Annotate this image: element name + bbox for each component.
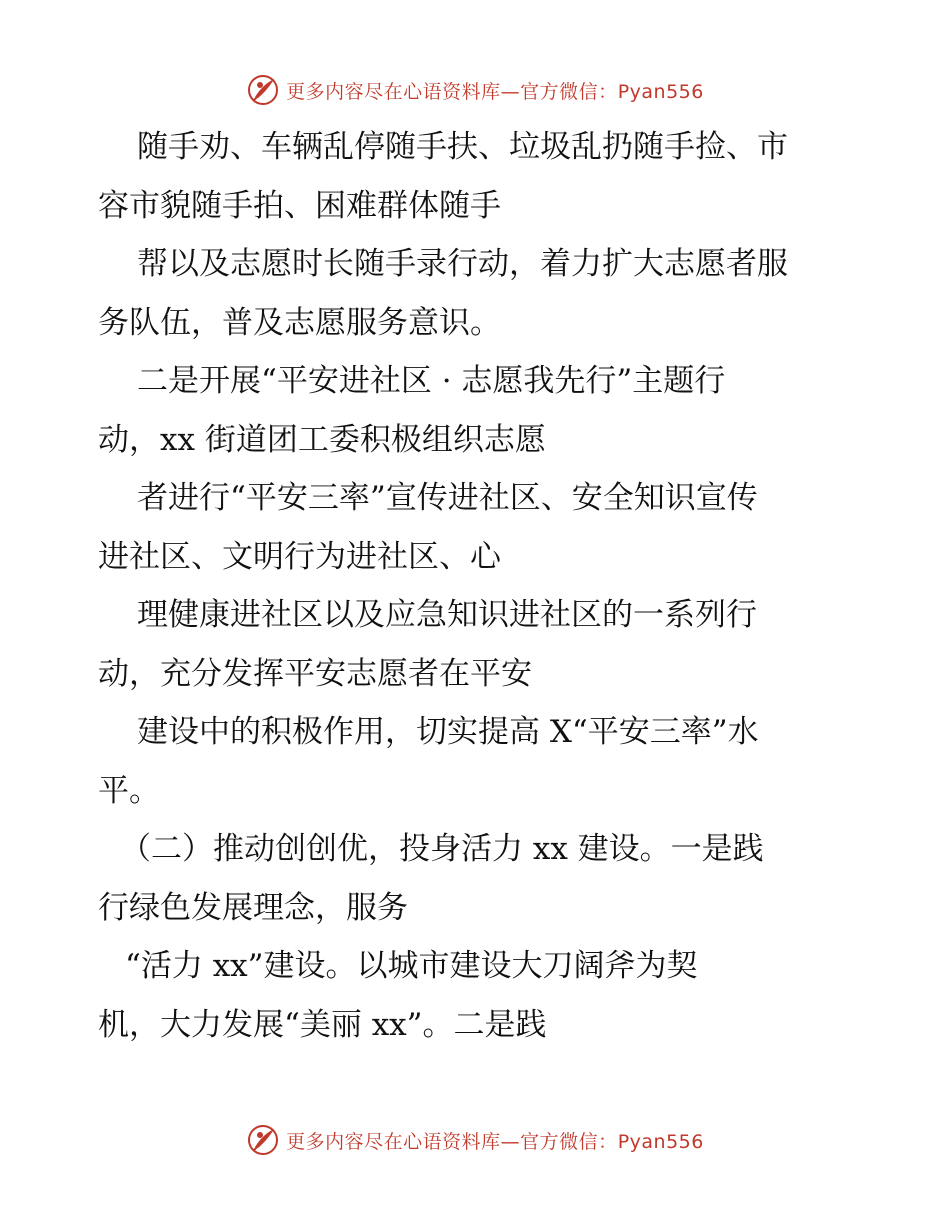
footer-wechat-handle: Pyan556: [617, 1130, 704, 1153]
footer-site-text: 更多内容尽在心语资料库: [286, 1130, 501, 1153]
body-line: 帮以及志愿时长随手录行动，着力扩大志愿者服: [137, 246, 788, 282]
body-line: 容市貌随手拍、困难群体随手: [98, 188, 501, 224]
body-line: “活力 xx”建设。以城市建设大刀阔斧为契: [125, 948, 698, 984]
body-line: 者进行“平安三率”宣传进社区、安全知识宣传: [137, 480, 758, 516]
header-site-text: 更多内容尽在心语资料库: [286, 80, 501, 103]
header-wechat-handle: Pyan556: [617, 80, 704, 103]
body-line: 动，xx 街道团工委积极组织志愿: [98, 422, 546, 458]
body-line: （二）推动创创优，投身活力 xx 建设。一是践: [120, 831, 764, 867]
body-line: 行绿色发展理念，服务: [98, 890, 408, 926]
body-line: 动，充分发挥平安志愿者在平安: [98, 656, 532, 692]
footer-banner-text: [286, 1127, 704, 1154]
body-line: 机，大力发展“美丽 xx”。二是践: [98, 1007, 547, 1043]
header-separator: —: [500, 80, 521, 103]
footer-banner: [0, 1120, 950, 1160]
body-line: 平。: [98, 773, 160, 809]
body-line: 务队伍，普及志愿服务意识。: [98, 305, 501, 341]
header-wechat-label: 官方微信：: [520, 80, 618, 103]
body-line: 随手劝、车辆乱停随手扶、垃圾乱扔随手捡、市: [137, 129, 788, 165]
body-line: 建设中的积极作用，切实提高 X“平安三率”水: [137, 714, 759, 750]
body-line: 理健康进社区以及应急知识进社区的一系列行: [137, 597, 757, 633]
quill-logo-icon: [246, 1123, 280, 1157]
body-line: 进社区、文明行为进社区、心: [98, 539, 501, 575]
footer-wechat-label: 官方微信：: [520, 1130, 618, 1153]
body-line: 二是开展“平安进社区 · 志愿我先行”主题行: [137, 363, 726, 399]
footer-separator: —: [500, 1130, 521, 1153]
